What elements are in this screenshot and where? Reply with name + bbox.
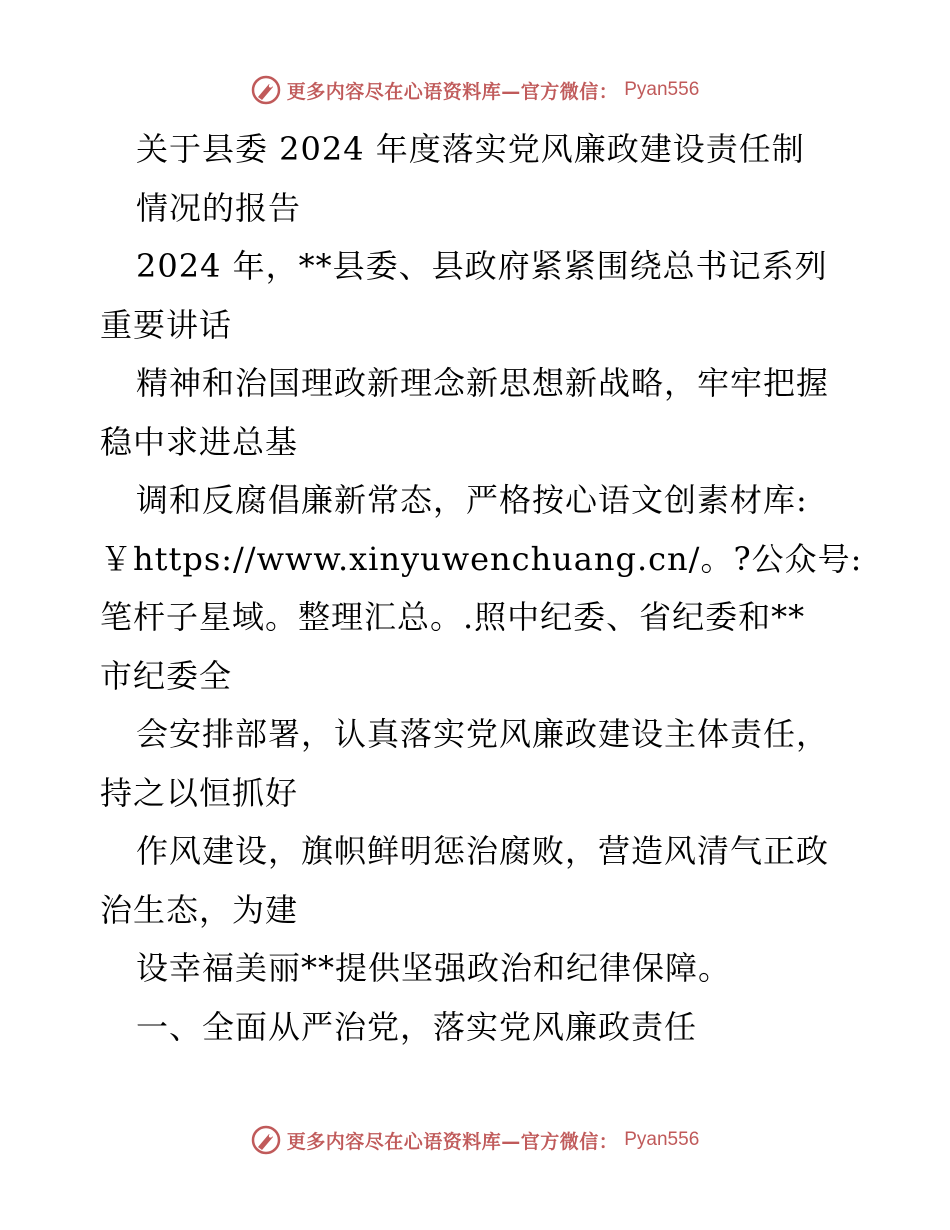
title-line-1: 关于县委 2024 年度落实党风廉政建设责任制 (136, 130, 805, 168)
paragraph-line: 2024 年，**县委、县政府紧紧围绕总书记系列 (136, 247, 828, 285)
paragraph-line: 设幸福美丽**提供坚强政治和纪律保障。 (136, 949, 732, 987)
paragraph-line: 治生态，为建 (100, 890, 299, 929)
paragraph-line: 市纪委全 (100, 656, 233, 695)
paragraph-line: ￥https://www.xinyuwenchuang.cn/。?公众号: (100, 539, 863, 578)
document-body (100, 120, 863, 1056)
paragraph-line: 会安排部署，认真落实党风廉政建设主体责任， (136, 715, 830, 753)
paragraph-line: 作风建设，旗帜鲜明惩治腐败，营造风清气正政 (136, 832, 830, 870)
section-heading: 一、全面从严治党，落实党风廉政责任 (136, 1007, 698, 1046)
paragraph-line: 笔杆子星域。整理汇总。.照中纪委、省纪委和** (100, 598, 806, 636)
paragraph-line: 调和反腐倡廉新常态，严格按心语文创素材库: (136, 481, 808, 519)
paragraph-line: 持之以恒抓好 (100, 773, 299, 812)
paragraph-line: 重要讲话 (100, 305, 233, 344)
header-banner (0, 72, 950, 108)
pen-nib-logo-icon (251, 75, 281, 105)
paragraph-line: 稳中求进总基 (100, 422, 299, 461)
title-line-2: 情况的报告 (136, 188, 302, 227)
banner-text: 更多内容尽在心语资料库—官方微信： (286, 1130, 619, 1153)
paragraph-line: 精神和治国理政新理念新思想新战略，牢牢把握 (136, 364, 830, 402)
banner-wechat-id: Pyan556 (624, 1129, 700, 1150)
pen-nib-logo-icon (251, 1125, 281, 1155)
banner-text: 更多内容尽在心语资料库—官方微信： (286, 80, 619, 103)
footer-banner (0, 1122, 950, 1158)
banner-wechat-id: Pyan556 (624, 79, 700, 100)
